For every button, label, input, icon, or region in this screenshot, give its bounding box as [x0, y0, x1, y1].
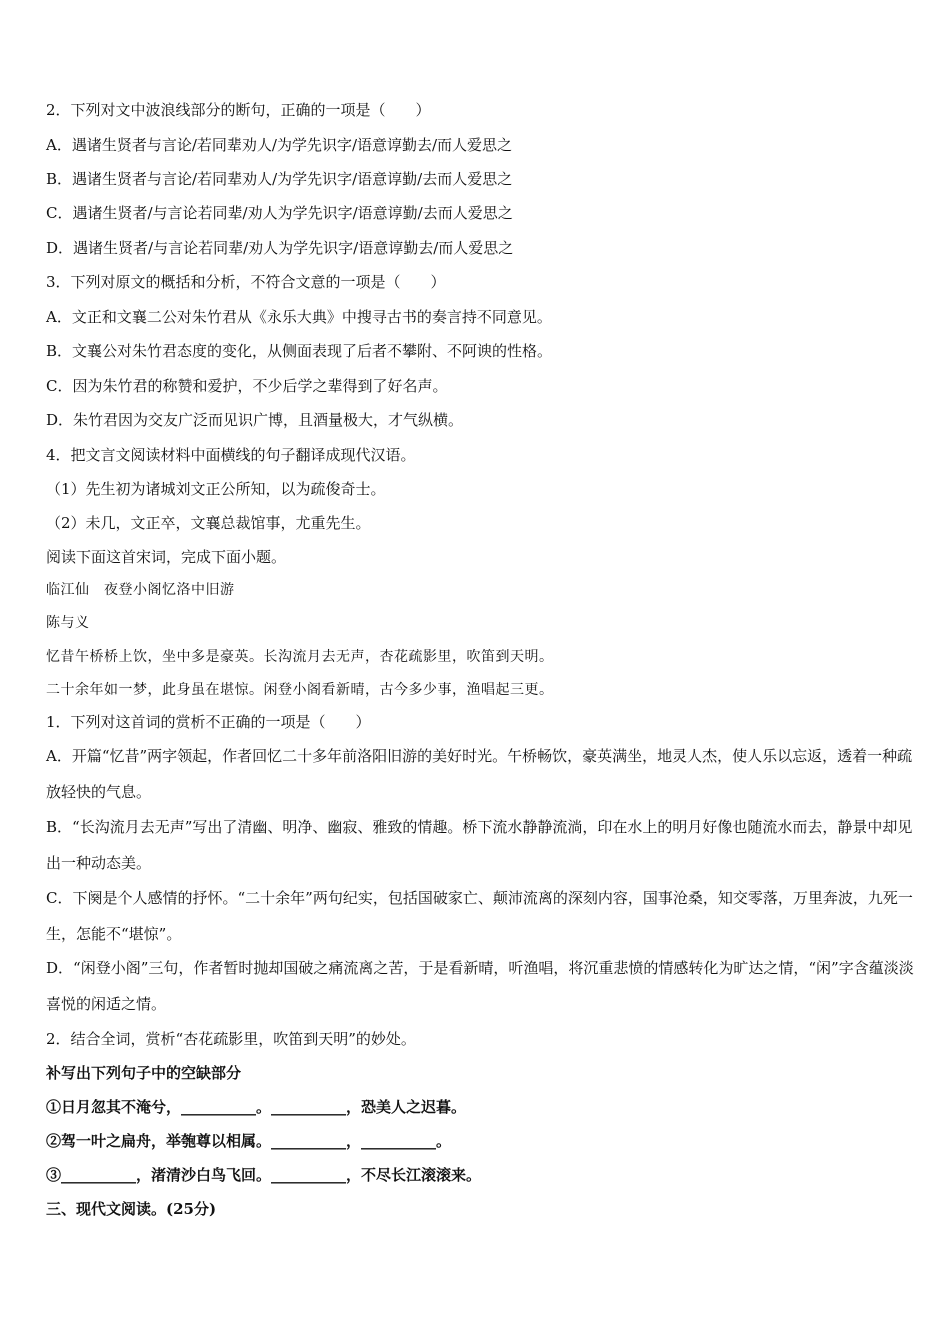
poem-author: 陈与义: [46, 615, 90, 631]
option-2c: C．遇诸生贤者/与言论若同辈/劝人为学先识字/语意谆勤/去而人爱思之: [46, 204, 513, 222]
fill-blank-item-3: ③__________，渚清沙白鸟飞回。__________，不尽长江滚滚来。: [46, 1166, 482, 1184]
poem-section-intro: 阅读下面这首宋词，完成下面小题。: [46, 548, 287, 566]
option-2b: B．遇诸生贤者与言论/若同辈劝人/为学先识字/语意谆勤/去而人爱思之: [46, 170, 513, 188]
poem-option-a: A．开篇“忆昔”两字领起，作者回忆二十多年前洛阳旧游的美好时光。午桥畅饮，豪英满坐，地灵人杰，使人乐以忘返，透着一种疏放轻快的气息。: [46, 747, 913, 801]
fill-blank-heading: 补写出下列句子中的空缺部分: [46, 1064, 242, 1082]
poem-option-c: C．下阕是个人感情的抒怀。“二十余年”两句纪实，包括国破家亡、颠沛流离的深刻内容，国事沧桑，知交零落，万里奔波，九死一生，怎能不“堪惊”。: [46, 889, 913, 943]
option-3d: D．朱竹君因为交友广泛而见识广博，且酒量极大，才气纵横。: [46, 411, 464, 429]
question-4-part-2: （2）未几，文正卒，文襄总裁馆事，尤重先生。: [46, 514, 371, 532]
section-3-heading: 三、现代文阅读。(25分): [46, 1200, 217, 1218]
fill-blank-item-1: ①日月忽其不淹兮，__________。__________，恐美人之迟暮。: [46, 1098, 467, 1116]
option-2a: A．遇诸生贤者与言论/若同辈劝人/为学先识字/语意谆勤去/而人爱思之: [46, 136, 513, 154]
poem-option-b: B．“长沟流月去无声”写出了清幽、明净、幽寂、雅致的情趣。桥下流水静静流淌，印在水上的明月好像也随流水而去，静景中却见出一种动态美。: [46, 818, 913, 872]
poem-option-d: D．“闲登小阁”三句，作者暂时抛却国破之痛流离之苦，于是看新晴，听渔唱，将沉重悲愤的情感转化为旷达之情，“闲”字含蕴淡淡喜悦的闲适之情。: [46, 959, 914, 1013]
option-3b: B．文襄公对朱竹君态度的变化，从侧面表现了后者不攀附、不阿谀的性格。: [46, 342, 553, 360]
question-4-stem: 4．把文言文阅读材料中面横线的句子翻译成现代汉语。: [46, 446, 416, 464]
option-2d: D．遇诸生贤者/与言论若同辈/劝人为学先识字/语意谆勤去/而人爱思之: [46, 239, 514, 257]
question-2-stem: 2．下列对文中波浪线部分的断句，正确的一项是（ ）: [46, 101, 431, 119]
fill-blank-item-2: ②驾一叶之扁舟，举匏尊以相属。__________，__________。: [46, 1132, 452, 1150]
poem-question-2: 2．结合全词，赏析“杏花疏影里，吹笛到天明”的妙处。: [46, 1030, 416, 1048]
poem-question-1-stem: 1．下列对这首词的赏析不正确的一项是（ ）: [46, 713, 371, 731]
question-3-stem: 3．下列对原文的概括和分析，不符合文意的一项是（ ）: [46, 273, 446, 291]
question-4-part-1: （1）先生初为诸城刘文正公所知，以为疏俊奇士。: [46, 480, 386, 498]
option-3a: A．文正和文襄二公对朱竹君从《永乐大典》中搜寻古书的奏言持不同意见。: [46, 308, 552, 326]
poem-stanza-1: 忆昔午桥桥上饮，坐中多是豪英。长沟流月去无声，杏花疏影里，吹笛到天明。: [46, 649, 554, 665]
poem-stanza-2: 二十余年如一梦，此身虽在堪惊。闲登小阁看新晴，古今多少事，渔唱起三更。: [46, 682, 554, 698]
option-3c: C．因为朱竹君的称赞和爱护，不少后学之辈得到了好名声。: [46, 377, 448, 395]
poem-title: 临江仙 夜登小阁忆洛中旧游: [46, 582, 235, 598]
